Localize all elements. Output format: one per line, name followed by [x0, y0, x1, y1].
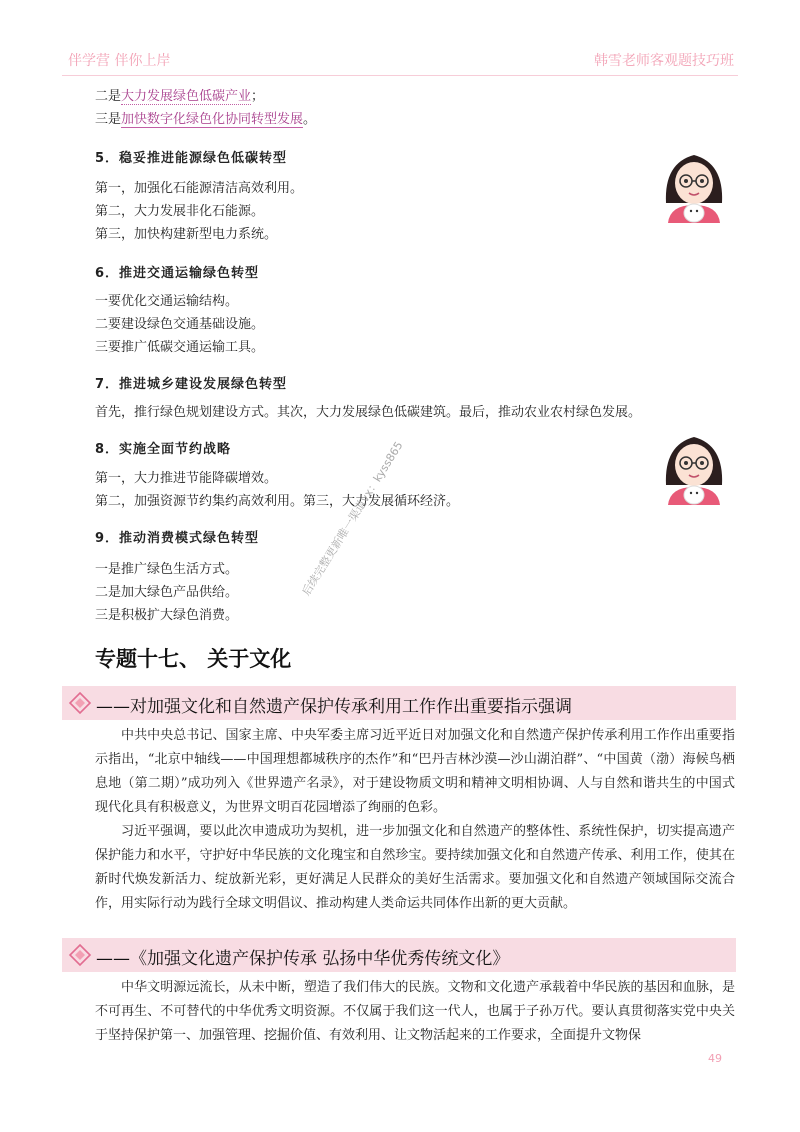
list-item: 第二，加强资源节约集约高效利用。第三，大力发展循环经济。: [95, 494, 460, 509]
page-number: 49: [708, 1052, 722, 1065]
teacher-avatar-illustration: [654, 425, 734, 505]
list-item: 第三，加快构建新型电力系统。: [95, 227, 278, 242]
body-paragraph: 习近平强调，要以此次申遗成功为契机，进一步加强文化和自然遗产的整体性、系统性保护，切实提高遗产保护能力和水平，守护好中华民族的文化瑰宝和自然珍宝。要持续加强文化和自然遗产传承、利用工作，使其在新时代焕发新活力、绽放新光彩，更好满足人民群众的美好生活需求。要加强文化和自然遗产领域国际交流合作，用实际行动为践行全球文明倡议、推动构建人类命运共同体作出新的更大贡献。: [95, 824, 735, 911]
list-item: 第二，大力发展非化石能源。: [95, 204, 265, 219]
body-paragraph: 中华文明源远流长，从未中断，塑造了我们伟大的民族。文物和文化遗产承载着中华民族的基因和血脉，是不可再生、不可替代的中华优秀文明资源。不仅属于我们这一代人，也属于子孙万代。要认真贯彻落实党中央关于坚持保护第一、加强管理、挖掘价值、有效利用、让文物活起来的工作要求，全面提升文物保: [95, 980, 735, 1043]
section-heading: 7．推进城乡建设发展绿色转型: [95, 377, 288, 392]
list-item: 三要推广低碳交通运输工具。: [95, 340, 265, 355]
band-title: ——《加强文化遗产保护传承 弘扬中华优秀传统文化》: [96, 949, 510, 969]
section-band: [62, 686, 736, 720]
list-item: 首先，推行绿色规划建设方式。其次，大力发展绿色低碳建筑。最后，推动农业农村绿色发展。: [95, 405, 642, 420]
highlighted-text: 加快数字化绿色化协同转型发展: [121, 112, 304, 127]
list-item: 三是积极扩大绿色消费。: [95, 608, 239, 623]
band-title: ——对加强文化和自然遗产保护传承利用工作作出重要指示强调: [96, 697, 572, 717]
diamond-ornament-icon: [68, 691, 92, 715]
section-band: [62, 938, 736, 972]
list-item: [95, 111, 316, 129]
item-prefix: 三是: [95, 112, 122, 127]
list-item: 一要优化交通运输结构。: [95, 294, 239, 309]
list-item: 一是推广绿色生活方式。: [95, 562, 239, 577]
list-item: 第一，大力推进节能降碳增效。: [95, 471, 278, 486]
list-item: [95, 88, 264, 106]
diamond-ornament-icon: [68, 943, 92, 967]
section-heading: 9．推动消费模式绿色转型: [95, 531, 260, 546]
list-item: 二是加大绿色产品供给。: [95, 585, 239, 600]
item-suffix: 。: [303, 112, 317, 127]
watermark-text: 后续完整更新唯一渠道vx：kyss865: [299, 439, 406, 598]
item-suffix: ；: [251, 89, 265, 104]
list-item: 二要建设绿色交通基础设施。: [95, 317, 265, 332]
teacher-avatar-illustration: [654, 143, 734, 223]
header-right-text: 韩雪老师客观题技巧班: [594, 53, 734, 69]
item-prefix: 二是: [95, 89, 122, 104]
section-heading: 8．实施全面节约战略: [95, 442, 232, 457]
section-heading: 5．稳妥推进能源绿色低碳转型: [95, 151, 288, 166]
list-item: 第一，加强化石能源清洁高效利用。: [95, 181, 304, 196]
highlighted-text: 大力发展绿色低碳产业: [121, 89, 252, 104]
topic-title: 专题十七、 关于文化: [95, 647, 292, 671]
section-heading: 6．推进交通运输绿色转型: [95, 266, 260, 281]
body-paragraph: 中共中央总书记、国家主席、中央军委主席习近平近日对加强文化和自然遗产保护传承利用工作作出重要指示指出，“北京中轴线——中国理想都城秩序的杰作”和“巴丹吉林沙漠—沙山湖泊群”、“中国黄（渤）海候鸟栖息地（第二期）”成功列入《世界遗产名录》，对于建设物质文明和精神文明相协调、人与自然和谐共生的中国式现代化具有积极意义，为世界文明百花园增添了绚丽的色彩。: [95, 728, 735, 815]
header-left-text: 伴学营 伴你上岸: [68, 53, 171, 69]
header-divider: [62, 75, 738, 76]
